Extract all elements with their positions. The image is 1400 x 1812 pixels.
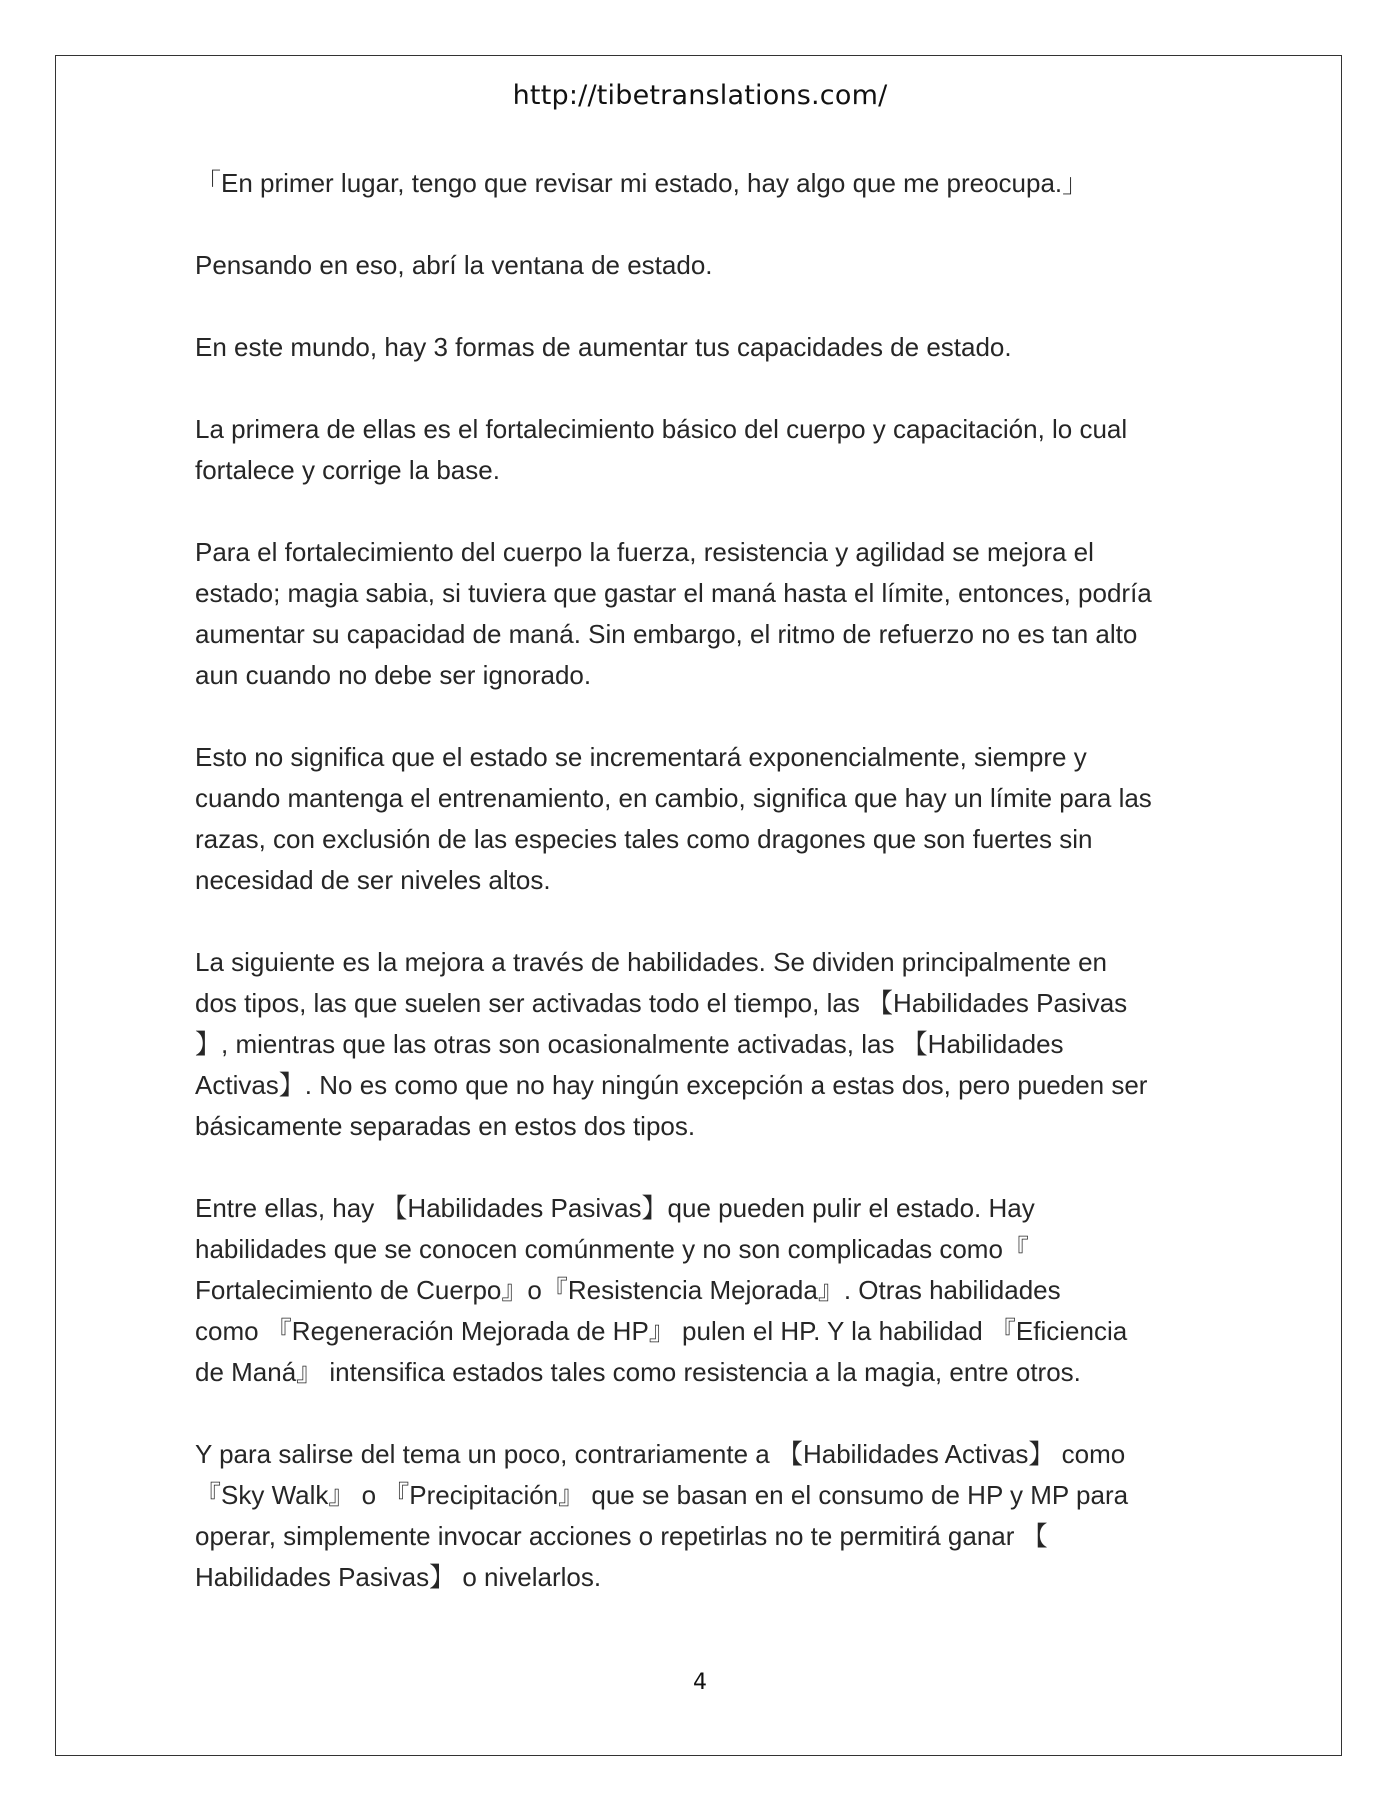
paragraph: La primera de ellas es el fortalecimiento básico del cuerpo y capacitación, lo cual fortalece y corrige la base. xyxy=(195,414,1128,485)
paragraph: 「En primer lugar, tengo que revisar mi estado, hay algo que me preocupa.」 xyxy=(195,168,1089,198)
paragraph: Pensando en eso, abrí la ventana de estado. xyxy=(195,250,713,280)
paragraph: En este mundo, hay 3 formas de aumentar tus capacidades de estado. xyxy=(195,332,1012,362)
paragraph: La siguiente es la mejora a través de habilidades. Se dividen principalmente en dos tipos, las que suelen ser activadas todo el tiempo, las 【Habilidades Pasivas 】, mientras que las otras son ocasionalmente activadas, las 【Habilidades Activas】. No es como que no hay ningún excepción a estas dos, pero pueden ser básicamente separadas en estos dos tipos. xyxy=(195,947,1148,1141)
document-body xyxy=(195,163,1215,1639)
paragraph: Entre ellas, hay 【Habilidades Pasivas】que pueden pulir el estado. Hay habilidades que se conocen comúnmente y no son complicadas como『 Fortalecimiento de Cuerpo』o『Resistencia Mejorada』. Otras habilidades como 『Regeneración Mejorada de HP』 pulen el HP. Y la habilidad 『Eficiencia de Maná』 intensifica estados tales como resistencia a la magia, entre otros. xyxy=(195,1193,1128,1387)
paragraph: Y para salirse del tema un poco, contrariamente a 【Habilidades Activas】 como 『Sky Walk』 o 『Precipitación』 que se basan en el consumo de HP y MP para operar, simplemente invocar acciones o repetirlas no te permitirá ganar 【 Habilidades Pasivas】 o nivelarlos. xyxy=(195,1439,1129,1592)
paragraph: Para el fortalecimiento del cuerpo la fuerza, resistencia y agilidad se mejora el estado; magia sabia, si tuviera que gastar el maná hasta el límite, entonces, podría aumentar su capacidad de maná. Sin embargo, el ritmo de refuerzo no es tan alto aun cuando no debe ser ignorado. xyxy=(195,537,1152,690)
header-url: http://tibetranslations.com/ xyxy=(512,80,888,111)
page-number: 4 xyxy=(693,1670,707,1695)
paragraph: Esto no significa que el estado se incrementará exponencialmente, siempre y cuando mantenga el entrenamiento, en cambio, significa que hay un límite para las razas, con exclusión de las especies tales como dragones que son fuertes sin necesidad de ser niveles altos. xyxy=(195,742,1152,895)
